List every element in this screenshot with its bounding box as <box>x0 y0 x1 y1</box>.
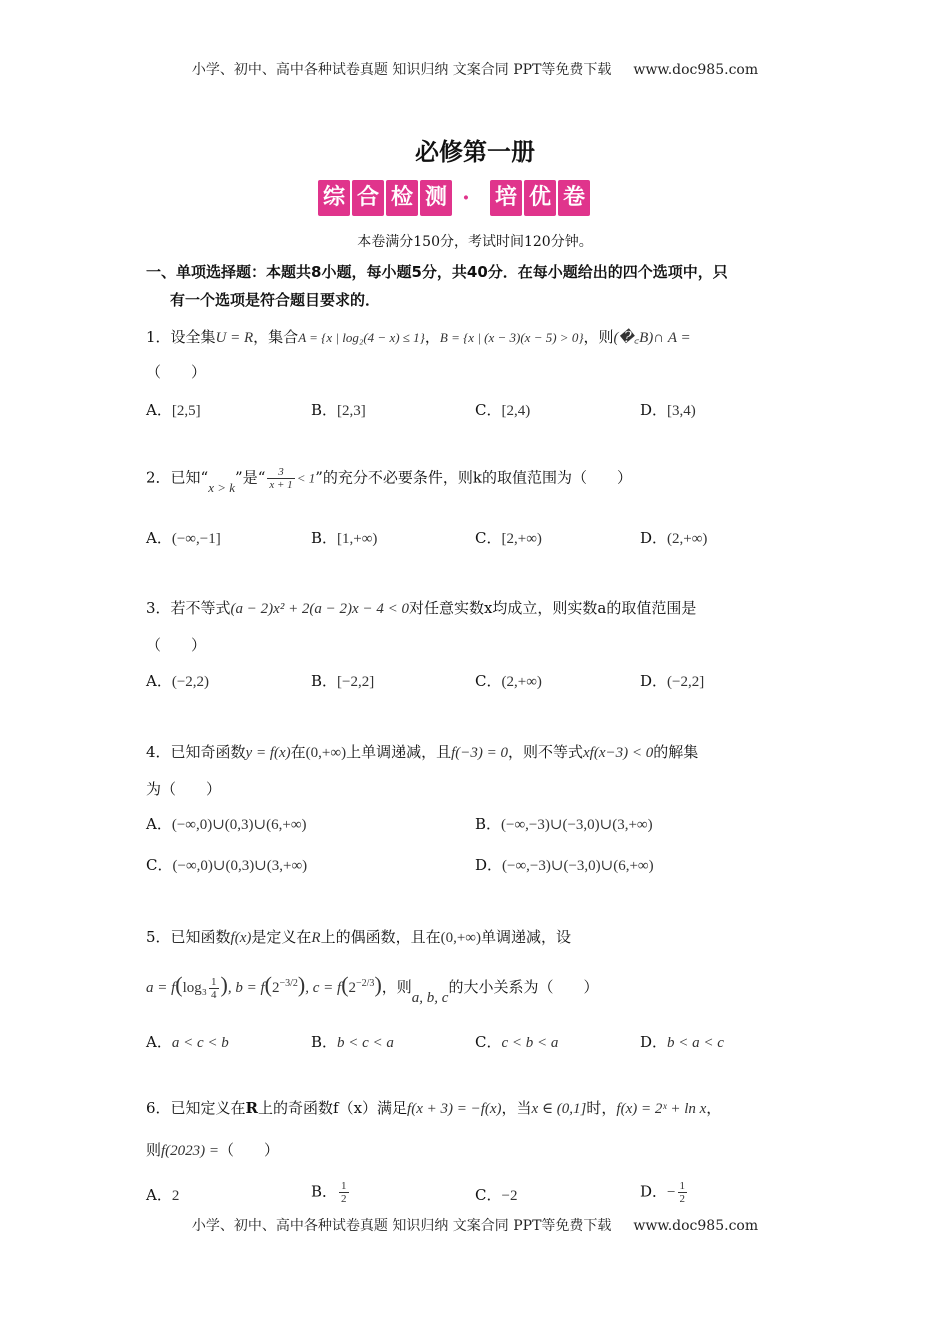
q4-decreasing: 上单调递减，且 <box>346 743 452 761</box>
q4-then: ，则不等式 <box>508 743 584 761</box>
q3-option-d[interactable]: D．(−2,2] <box>640 672 705 690</box>
q2-text: ”的充分不必要条件，则k的取值范围为（ ） <box>315 468 632 487</box>
q5-log: log₃ <box>182 980 208 996</box>
banner-char: 卷 <box>562 185 585 210</box>
title-banner <box>318 180 592 220</box>
q1-prefix: 1．设全集 <box>146 328 216 346</box>
banner-char: 测 <box>424 185 447 210</box>
q4-domain: (0,+∞) <box>305 745 347 761</box>
q5-mid: 是定义在 <box>251 928 312 946</box>
q1-set-b: B = {x | (x − 3)(x − 5) > 0} <box>439 330 584 345</box>
q2-option-d[interactable]: D．(2,+∞) <box>640 529 708 547</box>
question-4 <box>146 741 698 762</box>
q5-option-b[interactable]: B．b < c < a <box>311 1033 394 1051</box>
q1-universal-set: U = R <box>215 330 254 346</box>
q5-b-def: , b = f <box>227 980 265 996</box>
exam-info: 本卷满分150分，考试时间120分钟。 <box>357 234 593 250</box>
q2-option-c[interactable]: C．[2,+∞) <box>475 529 542 547</box>
q6-definition: f(x) = 2ˣ + ln x <box>616 1101 707 1117</box>
q3-option-c[interactable]: C．(2,+∞) <box>475 672 542 690</box>
banner-dot: · <box>462 185 470 211</box>
q4-inequality: xf(x−3) < 0 <box>583 745 654 761</box>
q6-condition: f(x + 3) = −f(x) <box>407 1101 502 1117</box>
q6-when: ，当 <box>501 1099 532 1117</box>
q3-option-a[interactable]: A．(−2,2) <box>146 672 210 690</box>
q1-then: ，则 <box>583 328 614 346</box>
q6-then: 则 <box>146 1141 162 1159</box>
banner-char: 检 <box>390 185 413 210</box>
q6-option-c[interactable]: C．−2 <box>475 1186 518 1204</box>
q1-option-a[interactable]: A．[2,5] <box>146 401 201 419</box>
q5-a-def: a = f <box>146 980 176 996</box>
q1-expression: (�꜀B)∩ A = <box>613 330 691 346</box>
q5-vars: a, b, c <box>411 990 449 1006</box>
q6-reals: R <box>245 1099 259 1117</box>
q1-comma: ， <box>424 328 440 346</box>
q1-set-a: A = {x | log₂(4 − x) ≤ 1} <box>298 330 425 345</box>
q2-condition-2: < 1 <box>296 470 316 486</box>
q5-text2: 的大小关系为（ ） <box>448 978 599 996</box>
q2-mid: ”是“ <box>235 468 266 487</box>
q5-reals: R <box>311 930 321 946</box>
question-3 <box>146 597 696 618</box>
question-5 <box>146 926 571 947</box>
q6-shi: 时， <box>586 1099 617 1117</box>
q4-line2: 为（ ） <box>146 780 222 798</box>
q6-end: ， <box>706 1099 722 1117</box>
q6-option-a[interactable]: A．2 <box>146 1186 180 1204</box>
q2-option-a[interactable]: A．(−∞,−1] <box>146 529 221 547</box>
section-heading <box>146 258 816 314</box>
q6-mid: 上的奇函数f（x）满足 <box>258 1099 408 1117</box>
q4-prefix: 4．已知奇函数 <box>146 743 246 761</box>
q5-option-a[interactable]: A．a < c < b <box>146 1033 229 1051</box>
q2-prefix: 2．已知“ <box>146 468 209 487</box>
q1-option-d[interactable]: D．[3,4) <box>640 401 696 419</box>
q4-in: 在 <box>290 743 306 761</box>
question-6 <box>146 1097 721 1118</box>
banner-char: 综 <box>322 185 345 210</box>
q1-option-c[interactable]: C．[2,4) <box>475 401 531 419</box>
q5-c-def: , c = f <box>305 980 342 996</box>
q1-text: ，集合 <box>253 328 299 346</box>
q5-then: ，则 <box>381 978 412 996</box>
q4-function: y = f(x) <box>245 745 291 761</box>
q3-option-b[interactable]: B．[−2,2] <box>311 672 375 690</box>
q4-text: 的解集 <box>653 743 699 761</box>
header-text: 小学、初中、高中各种试卷真题 知识归纳 文案合同 PPT等免费下载 <box>191 62 612 78</box>
section-heading-line1: 一、单项选择题：本题共8小题，每小题5分，共40分．在每小题给出的四个选项中，只 <box>146 263 728 281</box>
footer-text: 小学、初中、高中各种试卷真题 知识归纳 文案合同 PPT等免费下载 <box>191 1218 612 1234</box>
q3-text: 对任意实数x均成立，则实数a的取值范围是 <box>408 599 697 617</box>
q3-paren: （ ） <box>146 636 207 654</box>
q6-prefix: 6．已知定义在 <box>146 1099 246 1117</box>
q1-paren: （ ） <box>146 363 207 381</box>
q6-option-b[interactable]: B． $\frac{1}{2}$ <box>311 1180 347 1205</box>
banner-char: 优 <box>528 185 551 210</box>
q5-fraction: $\frac{1}{4}$ <box>211 975 217 1001</box>
q5-option-c[interactable]: C．c < b < a <box>475 1033 559 1051</box>
q6-expression: f(2023) = <box>161 1143 220 1159</box>
banner-char: 合 <box>356 185 379 210</box>
question-2 <box>146 466 632 495</box>
q4-option-b[interactable]: B．(−∞,−3)∪(−3,0)∪(3,+∞) <box>475 815 653 833</box>
q5-function: f(x) <box>230 930 252 946</box>
q6-line2 <box>146 1139 279 1160</box>
q4-option-d[interactable]: D．(−∞,−3)∪(−3,0)∪(6,+∞) <box>475 856 654 874</box>
question-1 <box>146 326 691 347</box>
section-heading-line2: 有一个选项是符合题目要求的． <box>170 291 381 309</box>
q2-condition-1: x > k <box>208 479 236 495</box>
q6-paren: （ ） <box>219 1141 280 1159</box>
q5-definitions: a = f(log₃ $\frac{1}{4}$ ), $b = f(2^{-3/2})$, $c = f(2^{-2/3})$，则a, b, c的大小关系为（ ） <box>146 972 599 1006</box>
header-site-link[interactable]: www.doc985.com <box>633 62 759 78</box>
q5-option-d[interactable]: D．b < a < c <box>640 1033 724 1051</box>
q5-mid2: 上的偶函数，且在 <box>320 928 441 946</box>
q5-b-exponent: −3/2 <box>279 978 298 989</box>
q2-option-b[interactable]: B．[1,+∞) <box>311 529 378 547</box>
q5-c-exponent: −2/3 <box>356 978 375 989</box>
q3-prefix: 3．若不等式 <box>146 599 231 617</box>
q5-text: 单调递减，设 <box>480 928 571 946</box>
q3-inequality: (a − 2)x² + 2(a − 2)x − 4 < 0 <box>230 601 409 617</box>
q4-condition: f(−3) = 0 <box>451 745 508 761</box>
page-footer <box>0 1215 950 1235</box>
q1-option-b[interactable]: B．[2,3] <box>311 401 366 419</box>
page-title: 必修第一册 <box>415 138 535 166</box>
banner-char: 培 <box>494 185 517 210</box>
q5-prefix: 5．已知函数 <box>146 928 231 946</box>
q5-b-base: 2 <box>271 980 280 996</box>
q5-c-base: 2 <box>348 980 357 996</box>
q6-option-d[interactable]: D．− $\frac{1}{2}$ <box>640 1180 685 1205</box>
q5-domain: (0,+∞) <box>440 930 481 946</box>
q2-fraction: $\frac{3}{x + 1}$ <box>269 466 293 491</box>
page-header-top <box>0 59 950 79</box>
q6-domain: x ∈ (0,1] <box>531 1101 587 1117</box>
footer-site-link[interactable]: www.doc985.com <box>633 1218 759 1234</box>
q4-option-c[interactable]: C．(−∞,0)∪(0,3)∪(3,+∞) <box>146 856 308 874</box>
q4-option-a[interactable]: A．(−∞,0)∪(0,3)∪(6,+∞) <box>146 815 307 833</box>
